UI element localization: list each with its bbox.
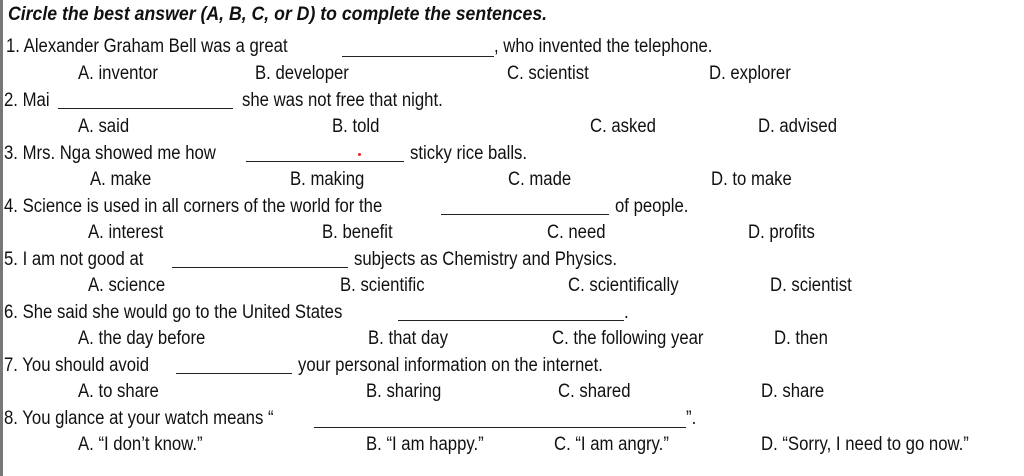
question-3-stem-before: 3. Mrs. Nga showed me how [4, 143, 216, 164]
question-7-option-d[interactable]: D. share [761, 381, 825, 402]
question-7-stem-after: your personal information on the internet. [298, 355, 603, 376]
question-4-option-b[interactable]: B. benefit [322, 222, 393, 243]
question-3-stem-after: sticky rice balls. [410, 143, 528, 164]
instruction-heading: Circle the best answer (A, B, C, or D) to complete the sentences. [8, 4, 548, 25]
question-1-option-a[interactable]: A. inventor [78, 63, 158, 84]
question-4-option-d[interactable]: D. profits [748, 222, 815, 243]
question-5-option-d[interactable]: D. scientist [770, 275, 852, 296]
question-3-option-c[interactable]: C. made [508, 169, 572, 190]
question-8-stem-after: ”. [686, 408, 697, 429]
question-7-stem-before: 7. You should avoid [4, 355, 150, 376]
question-8-stem-before: 8. You glance at your watch means “ [4, 408, 274, 429]
question-3-option-a[interactable]: A. make [90, 169, 152, 190]
question-8-option-d[interactable]: D. “Sorry, I need to go now.” [761, 434, 969, 455]
question-1-stem-before: 1. Alexander Graham Bell was a great [6, 36, 288, 57]
question-1-option-d[interactable]: D. explorer [709, 63, 791, 84]
question-5-option-a[interactable]: A. science [88, 275, 166, 296]
question-5-stem-before: 5. I am not good at [4, 249, 144, 270]
question-1-option-b[interactable]: B. developer [255, 63, 349, 84]
question-7-option-b[interactable]: B. sharing [366, 381, 442, 402]
question-3-option-b[interactable]: B. making [290, 169, 365, 190]
question-6-option-c[interactable]: C. the following year [552, 328, 704, 349]
question-6-option-a[interactable]: A. the day before [78, 328, 206, 349]
question-2-stem-after: she was not free that night. [242, 90, 443, 111]
question-8-option-b[interactable]: B. “I am happy.” [366, 434, 484, 455]
question-4-option-a[interactable]: A. interest [88, 222, 164, 243]
question-6-blank[interactable] [398, 320, 624, 321]
question-2-option-c[interactable]: C. asked [590, 116, 656, 137]
question-4-stem-before: 4. Science is used in all corners of the world for the [4, 196, 383, 217]
question-1-option-c[interactable]: C. scientist [507, 63, 589, 84]
question-4-blank[interactable] [441, 214, 609, 215]
question-2-option-d[interactable]: D. advised [758, 116, 838, 137]
question-1-stem-after: , who invented the telephone. [494, 36, 713, 57]
question-7-blank[interactable] [176, 373, 292, 374]
question-1-blank[interactable] [342, 56, 494, 57]
question-5-option-b[interactable]: B. scientific [340, 275, 425, 296]
question-5-blank[interactable] [172, 267, 348, 268]
question-8-option-c[interactable]: C. “I am angry.” [554, 434, 669, 455]
question-5-option-c[interactable]: C. scientifically [568, 275, 679, 296]
question-3-option-d[interactable]: D. to make [711, 169, 792, 190]
question-6-stem-after: . [624, 302, 629, 323]
question-6-option-b[interactable]: B. that day [368, 328, 448, 349]
question-2-blank[interactable] [58, 108, 233, 109]
question-4-stem-after: of people. [615, 196, 689, 217]
question-2-option-a[interactable]: A. said [78, 116, 130, 137]
question-8-option-a[interactable]: A. “I don’t know.” [78, 434, 203, 455]
question-2-stem-before: 2. Mai [4, 90, 50, 111]
question-8-blank[interactable] [314, 427, 686, 428]
question-4-option-c[interactable]: C. need [547, 222, 606, 243]
question-3-blank[interactable] [246, 161, 404, 162]
question-2-option-b[interactable]: B. told [332, 116, 380, 137]
question-7-option-c[interactable]: C. shared [558, 381, 631, 402]
question-6-option-d[interactable]: D. then [774, 328, 828, 349]
question-5-stem-after: subjects as Chemistry and Physics. [354, 249, 617, 270]
question-6-stem-before: 6. She said she would go to the United States [4, 302, 343, 323]
question-7-option-a[interactable]: A. to share [78, 381, 159, 402]
red-marker-dot [358, 153, 361, 156]
page-edge [0, 0, 3, 476]
